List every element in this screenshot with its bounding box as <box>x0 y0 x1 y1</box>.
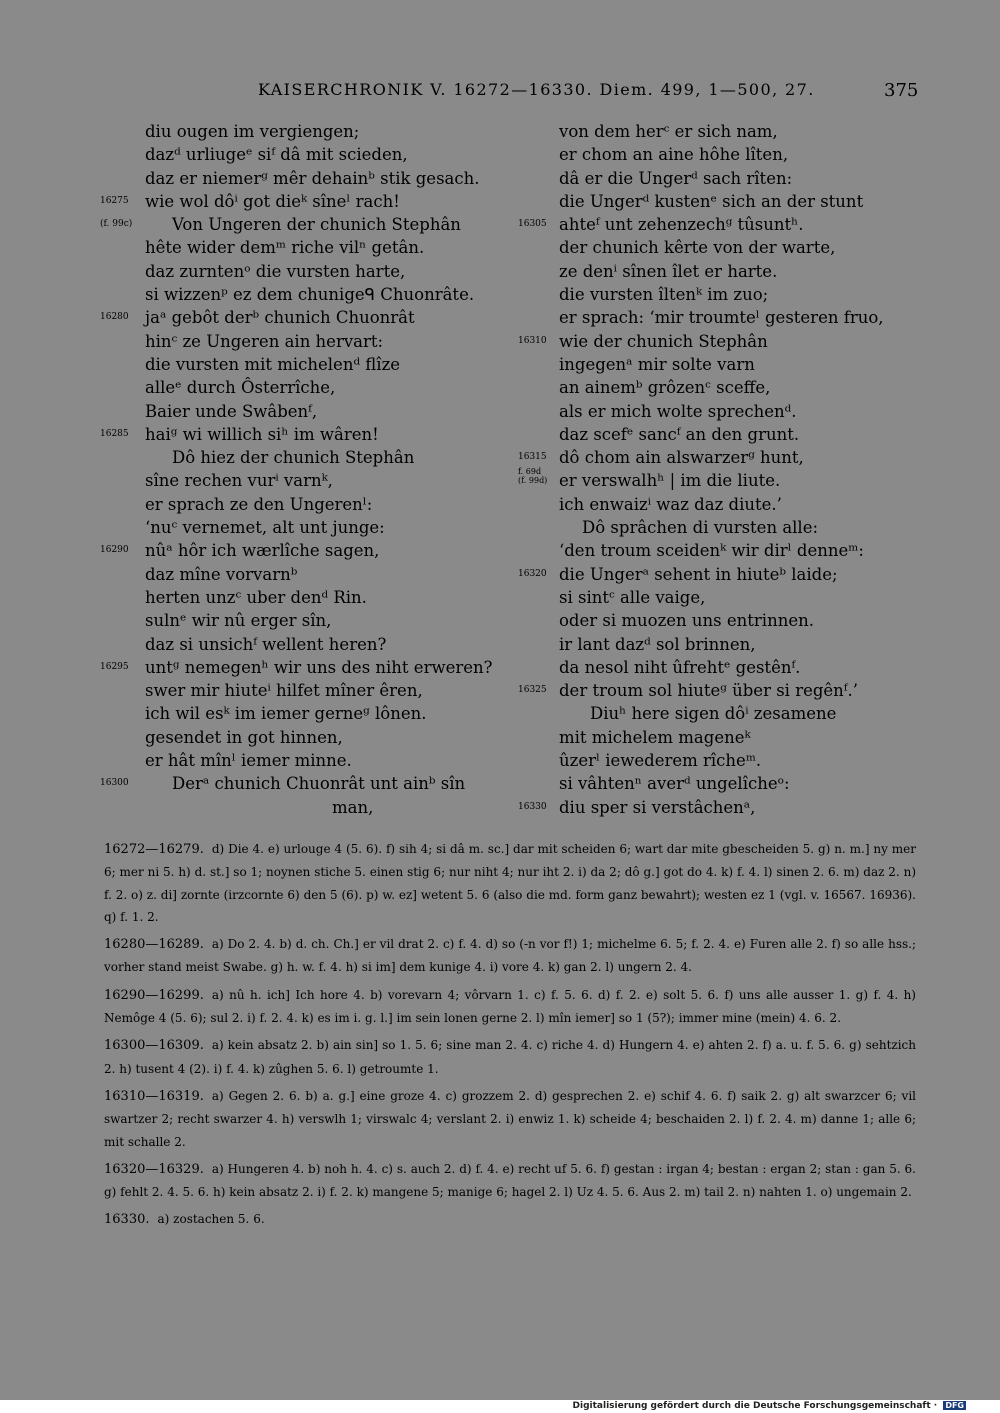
verse-text: Derᵃ chunich Chuonrât unt ainᵇ sîn <box>172 774 466 794</box>
verse-line <box>518 283 918 306</box>
verse-line <box>100 260 520 283</box>
verse-line <box>518 353 918 376</box>
verse-line <box>100 516 520 539</box>
verse-line <box>100 213 520 236</box>
note-range: 16330. <box>104 1212 150 1228</box>
verse-text: daz si unsichᶠ wellent heren? <box>145 634 387 654</box>
verse-line <box>518 609 918 632</box>
verse-text: die vursten îltenᵏ im zuo; <box>559 285 769 305</box>
apparatus-note <box>104 984 916 1030</box>
verse-line <box>518 563 918 586</box>
apparatus-note <box>104 1085 916 1153</box>
verse-line <box>518 679 918 702</box>
verse-text: alleᵉ durch Ôsterrîche, <box>145 378 336 398</box>
verse-line <box>100 283 520 306</box>
verse-line <box>518 260 918 283</box>
verse-text: si vâhtenⁿ averᵈ ungelîcheᵒ: <box>559 774 790 794</box>
dfg-logo: DFG <box>945 1401 964 1410</box>
apparatus-note <box>104 838 916 928</box>
note-range: 16290—16299. <box>104 987 204 1003</box>
verse-line <box>518 469 918 492</box>
apparatus-note <box>104 1158 916 1204</box>
verse-line <box>518 772 918 795</box>
footer-bar: Digitalisierung gefördert durch die Deutsche Forschungsgemeinschaft · DFG <box>0 1400 1000 1413</box>
verse-line <box>100 796 520 819</box>
page-number: 375 <box>884 80 919 101</box>
verse-text: haiᵍ wi willich siʰ im wâren! <box>145 424 379 444</box>
verse-text: daz mîne vorvarnᵇ <box>145 564 298 584</box>
verse-line <box>518 633 918 656</box>
verse-text: die Ungerᵃ sehent in hiuteᵇ laide; <box>559 564 838 584</box>
verse-line <box>100 120 520 143</box>
verse-text: ich enwaizⁱ waz daz diute.’ <box>559 494 782 514</box>
line-number: 16295 <box>100 661 129 672</box>
verse-line <box>100 679 520 702</box>
verse-text: ûzerˡ iewederem rîcheᵐ. <box>559 751 762 771</box>
verse-text: da nesol niht ûfrehtᵉ gestênᶠ. <box>559 657 801 677</box>
verse-text: dazᵈ urliugeᵉ siᶠ dâ mit scieden, <box>145 145 408 165</box>
note-text: a) Do 2. 4. b) d. ch. Ch.] er vil drat 2. c) f. 4. d) so (-n vor f!) 1; michelme 6. 5; f. 2. 4. e) Furen alle 2. f) so alle hss.; vorher stand meist Swabe. g) h. w. f. 4. h) si im] dem kunige 4. i) vore 4. k) gan 2. l) ungern 2. 4. <box>104 937 916 975</box>
verse-line <box>100 493 520 516</box>
verse-text: diu ougen im vergiengen; <box>145 122 360 141</box>
verse-line <box>100 376 520 399</box>
verse-line <box>100 563 520 586</box>
verse-text: Baier unde Swâbenᶠ, <box>145 401 318 421</box>
verse-line <box>100 726 520 749</box>
verse-text: sîne rechen vurⁱ varnᵏ, <box>145 471 333 491</box>
line-number: 16325 <box>518 685 547 696</box>
note-range: 16320—16329. <box>104 1161 204 1177</box>
verse-line <box>518 120 918 143</box>
verse-line <box>518 190 918 213</box>
verse-line <box>100 609 520 632</box>
note-text: a) nû h. ich] Ich hore 4. b) vorevarn 4; vôrvarn 1. c) f. 5. 6. d) f. 2. e) solt 5. 6. f) uns alle ausser 1. g) f. 4. h) Nemôge 4 (5. 6); sul 2. i) f. 2. 4. k) es im i. g. l.] im sein lonen gerne 2. l) mîn iemer] so 1 (5?); immer mine (mein) 4. 6. 2. <box>104 987 916 1026</box>
verse-text: si sintᶜ alle vaige, <box>559 587 706 607</box>
verse-text: dâ er die Ungerᵈ sach rîten: <box>559 168 793 188</box>
verse-line <box>518 493 918 516</box>
verse-line <box>100 469 520 492</box>
critical-apparatus <box>104 838 916 1237</box>
verse-text: er chom an aine hôhe lîten, <box>559 145 789 165</box>
verse-text: swer mir hiuteⁱ hilfet mîner êren, <box>145 681 423 701</box>
verse-line <box>518 330 918 353</box>
verse-text: ze denⁱ sînen îlet er harte. <box>559 261 778 281</box>
note-text: a) Hungeren 4. b) noh h. 4. c) s. auch 2. d) f. 4. e) recht uf 5. 6. f) gestan : irgan 4; bestan : ergan 2; stan : gan 5. 6. g) fehlt 2. 4. 5. 6. h) kein absatz 2. i) f. 2. k) mangene 5; manige 6; hagel 2. l) Uz 4. 5. 6. Aus 2. m) tail 2. n) nahten 1. o) ungemain 2. <box>104 1161 916 1200</box>
verse-text: er sprach: ‘mir troumteˡ gesteren fruo, <box>559 308 884 328</box>
verse-text: er hât mînˡ iemer minne. <box>145 751 352 771</box>
apparatus-note <box>104 1208 916 1231</box>
verse-text: die Ungerᵈ kustenᵉ sich an der stunt <box>559 191 864 211</box>
apparatus-note <box>104 933 916 979</box>
verse-line <box>518 726 918 749</box>
verse-text: von dem herᶜ er sich nam, <box>559 122 778 141</box>
verse-text: er verswalhʰ | im die liute. <box>559 471 781 491</box>
verse-text: dô chom ain alswarzerᵍ hunt, <box>559 448 804 468</box>
line-number: 16310 <box>518 335 547 346</box>
verse-line <box>100 539 520 562</box>
verse-text: die vursten mit michelenᵈ flîze <box>145 354 401 374</box>
verse-text: oder si muozen uns entrinnen. <box>559 611 814 631</box>
line-number: 16305 <box>518 219 547 230</box>
verse-line <box>100 586 520 609</box>
note-text: a) kein absatz 2. b) ain sin] so 1. 5. 6; sine man 2. 4. c) riche 4. d) Hungern 4. e) ahten 2. f) a. u. f. 5. 6. g) sehtzich 2. h) tusent 4 (2). i) f. 4. k) zûghen 5. 6. l) getroumte 1. <box>104 1038 916 1076</box>
verse-text: hinᶜ ze Ungeren ain hervart: <box>145 331 384 351</box>
verse-text: wie der chunich Stephân <box>559 331 768 351</box>
verse-line <box>100 702 520 725</box>
verse-line <box>518 167 918 190</box>
verse-text: ingegenᵃ mir solte varn <box>559 354 755 374</box>
verse-text: herten unzᶜ uber denᵈ Rin. <box>145 587 367 607</box>
line-number: 16315 <box>518 452 547 463</box>
verse-line <box>100 446 520 469</box>
verse-text: untᵍ nemegenʰ wir uns des niht erweren? <box>145 657 493 677</box>
verse-text: Diuʰ here sigen dôⁱ zesamene <box>590 704 837 724</box>
line-number: 16275 <box>100 195 129 206</box>
verse-line <box>518 236 918 259</box>
verse-line <box>518 400 918 423</box>
verse-text: ich wil esᵏ im iemer gerneᵍ lônen. <box>145 704 427 724</box>
verse-text: der troum sol hiuteᵍ über si regênᶠ.’ <box>559 681 858 701</box>
line-number: 16330 <box>518 801 547 812</box>
verse-line <box>100 167 520 190</box>
verse-text: jaᵃ gebôt derᵇ chunich Chuonrât <box>145 308 415 328</box>
left-verse-column <box>100 120 520 819</box>
line-number: f. 69d (f. 99d) <box>518 467 548 486</box>
verse-line <box>518 539 918 562</box>
line-number: 16300 <box>100 778 129 789</box>
verse-line <box>100 330 520 353</box>
verse-line <box>518 656 918 679</box>
verse-text: gesendet in got hinnen, <box>145 727 343 747</box>
verse-text: mit michelem mageneᵏ <box>559 727 751 747</box>
verse-line <box>518 702 918 725</box>
verse-text: hête wider demᵐ riche vilⁿ getân. <box>145 238 425 258</box>
verse-text: Dô sprâchen di vursten alle: <box>582 518 819 538</box>
line-number: 16285 <box>100 428 129 439</box>
running-header <box>0 80 1000 104</box>
note-range: 16310—16319. <box>104 1088 204 1104</box>
apparatus-note <box>104 1034 916 1080</box>
note-range: 16272—16279. <box>104 842 204 857</box>
verse-text: ‘nuᶜ vernemet, alt unt junge: <box>145 518 385 538</box>
verse-text: an ainemᵇ grôzenᶜ sceffe, <box>559 378 771 398</box>
verse-line <box>518 213 918 236</box>
verse-line <box>518 796 918 819</box>
verse-line <box>100 656 520 679</box>
verse-text: daz zurntenᵒ die vursten harte, <box>145 261 406 281</box>
verse-line <box>518 423 918 446</box>
verse-line <box>100 306 520 329</box>
verse-text: daz er niemerᵍ mêr dehainᵇ stik gesach. <box>145 168 480 188</box>
verse-text: nûᵃ hôr ich wærlîche sagen, <box>145 541 380 561</box>
verse-line <box>518 749 918 772</box>
verse-text: Dô hiez der chunich Stephân <box>172 448 415 468</box>
verse-line <box>100 143 520 166</box>
verse-text: ir lant dazᵈ sol brinnen, <box>559 634 756 654</box>
verse-text: diu sper si verstâchenᵃ, <box>559 797 756 817</box>
verse-line <box>100 749 520 772</box>
verse-line <box>518 376 918 399</box>
verse-text: er sprach ze den Ungerenˡ: <box>145 494 373 514</box>
verse-line <box>100 400 520 423</box>
verse-line <box>100 423 520 446</box>
footer-credit: Digitalisierung gefördert durch die Deutsche Forschungsgemeinschaft <box>572 1401 931 1411</box>
verse-text: daz scefᵉ sancᶠ an den grunt. <box>559 424 800 444</box>
verse-text: als er mich wolte sprechenᵈ. <box>559 401 797 421</box>
verse-line <box>100 633 520 656</box>
verse-line <box>100 353 520 376</box>
verse-text: ahteᶠ unt zehenzechᵍ tûsuntʰ. <box>559 215 804 235</box>
verse-line <box>518 143 918 166</box>
verse-line <box>518 446 918 469</box>
line-number: 16320 <box>518 568 547 579</box>
right-verse-column <box>518 120 918 819</box>
note-text: d) Die 4. e) urlouge 4 (5. 6). f) sih 4; si dâ m. sc.] dar mit scheiden 6; wart dar mite gbescheiden 5. g) n. m.] ny mer 6; mer ni 5. h) d. st.] so 1; noynen stiche 5. einen stig 6; nur niht 4; nur iht 2. i) da 2; dô g.] got do 4. k) f. 4. l) sinen 2. 6. m) daz 2. n) f. 2. o) z. di] zornte (irzcornte 6) den 5 (6). p) w. ez] wetent 5. 6 (also die md. form ganz bewahrt); westen ez 1 (vgl. v. 16567. 16936). q) f. 1. 2. <box>104 842 916 924</box>
note-text: a) zostachen 5. 6. <box>157 1212 265 1227</box>
verse-text: der chunich kêrte von der warte, <box>559 238 836 258</box>
verse-line <box>518 586 918 609</box>
verse-line <box>100 772 520 795</box>
line-number: 16290 <box>100 545 129 556</box>
verse-line <box>100 190 520 213</box>
verse-text: ‘den troum sceidenᵏ wir dirˡ denneᵐ: <box>559 541 864 561</box>
verse-text: Von Ungeren der chunich Stephân <box>172 215 461 235</box>
line-number: 16280 <box>100 312 129 323</box>
verse-text: si wizzenᵖ ez dem chunigeᑫ Chuonrâte. <box>145 285 475 305</box>
verse-text: sulnᵉ wir nû erger sîn, <box>145 611 332 631</box>
verse-text: man, <box>332 797 374 817</box>
header-title: KAISERCHRONIK V. 16272—16330. Diem. 499, 1—500, 27. <box>258 80 815 99</box>
line-number: (f. 99c) <box>100 219 133 230</box>
verse-line <box>100 236 520 259</box>
verse-line <box>518 516 918 539</box>
note-range: 16300—16309. <box>104 1038 204 1054</box>
note-range: 16280—16289. <box>104 937 204 953</box>
note-text: a) Gegen 2. 6. b) a. g.] eine groze 4. c) grozzem 2. d) gesprechen 2. e) schif 4. 6. f) saik 2. g) alt swarzcer 6; vil swartzer 2; recht swarzer 4. h) verswlh 1; virswalc 4; verslant 2. i) enwiz 1. k) scheide 4; beschaiden 2. l) f. 2. 4. m) danne 1; alle 6; mit schalle 2. <box>104 1088 916 1149</box>
verse-text: wie wol dôⁱ got dieᵏ sîneˡ rach! <box>145 191 400 211</box>
verse-line <box>518 306 918 329</box>
